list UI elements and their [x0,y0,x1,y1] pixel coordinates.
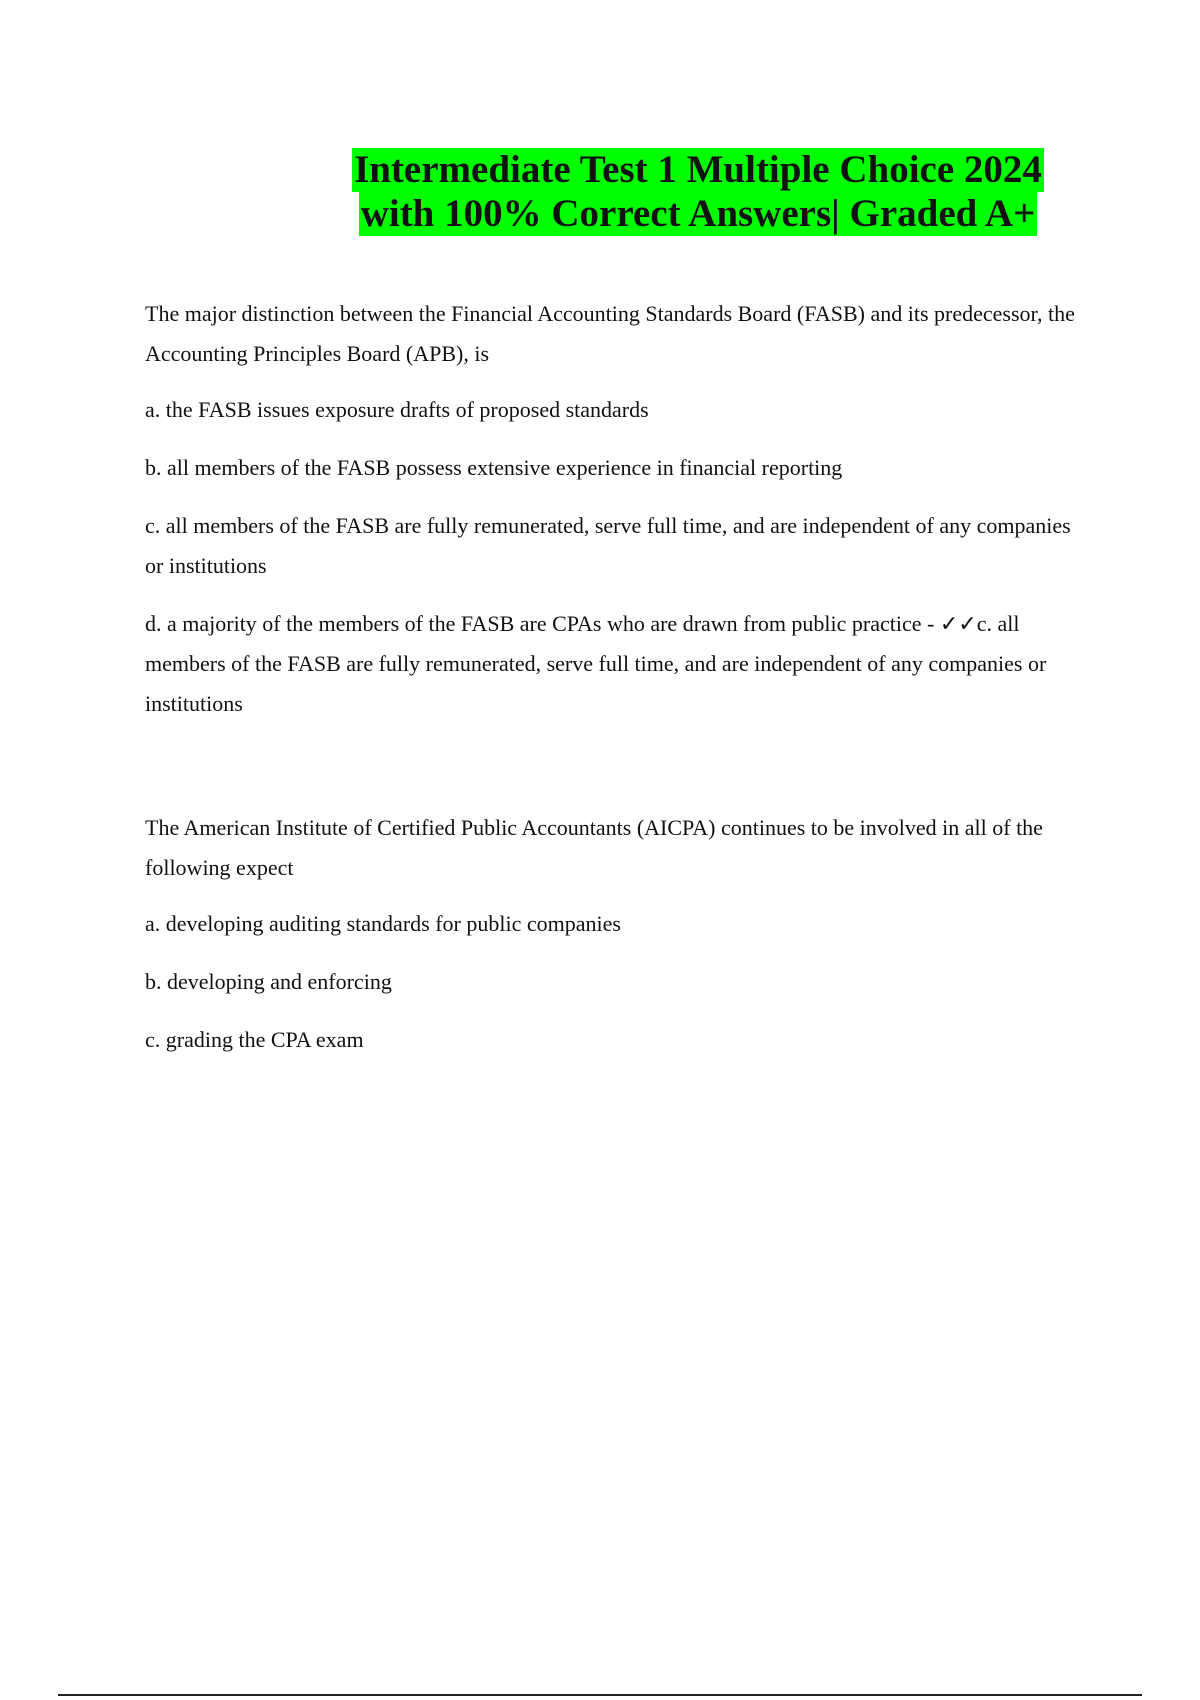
document-title [336,148,1060,236]
page-bottom-divider [58,1694,1142,1696]
answer-option: a. developing auditing standards for public companies [145,911,621,936]
title-line-1: Intermediate Test 1 Multiple Choice 2024 [354,148,1042,191]
title-line-2: with 100% Correct Answers| Graded A+ [360,192,1036,235]
answer-option: b. all members of the FASB possess extensive experience in financial reporting [145,455,843,480]
answer-option: a. the FASB issues exposure drafts of proposed standards [145,397,649,422]
answer-option: c. grading the CPA exam [145,1027,364,1052]
question-stem: The major distinction between the Financial Accounting Standards Board (FASB) and its predecessor, the Accounting Principles Board (APB), is [145,301,1075,366]
answer-option: c. all members of the FASB are fully remunerated, serve full time, and are independent of any companies or institutions [145,513,1071,578]
answer-option: b. developing and enforcing [145,969,392,994]
answer-option-with-answer: d. a majority of the members of the FASB are CPAs who are drawn from public practice - ✓✓c. all members of the FASB are fully remunerated, serve full time, and are independent of any companies or institutions [145,611,1047,716]
question-stem: The American Institute of Certified Public Accountants (AICPA) continues to be involved in all of the following expect [145,815,1043,880]
question-block-2 [145,808,1085,1078]
question-block-1 [145,294,1085,742]
